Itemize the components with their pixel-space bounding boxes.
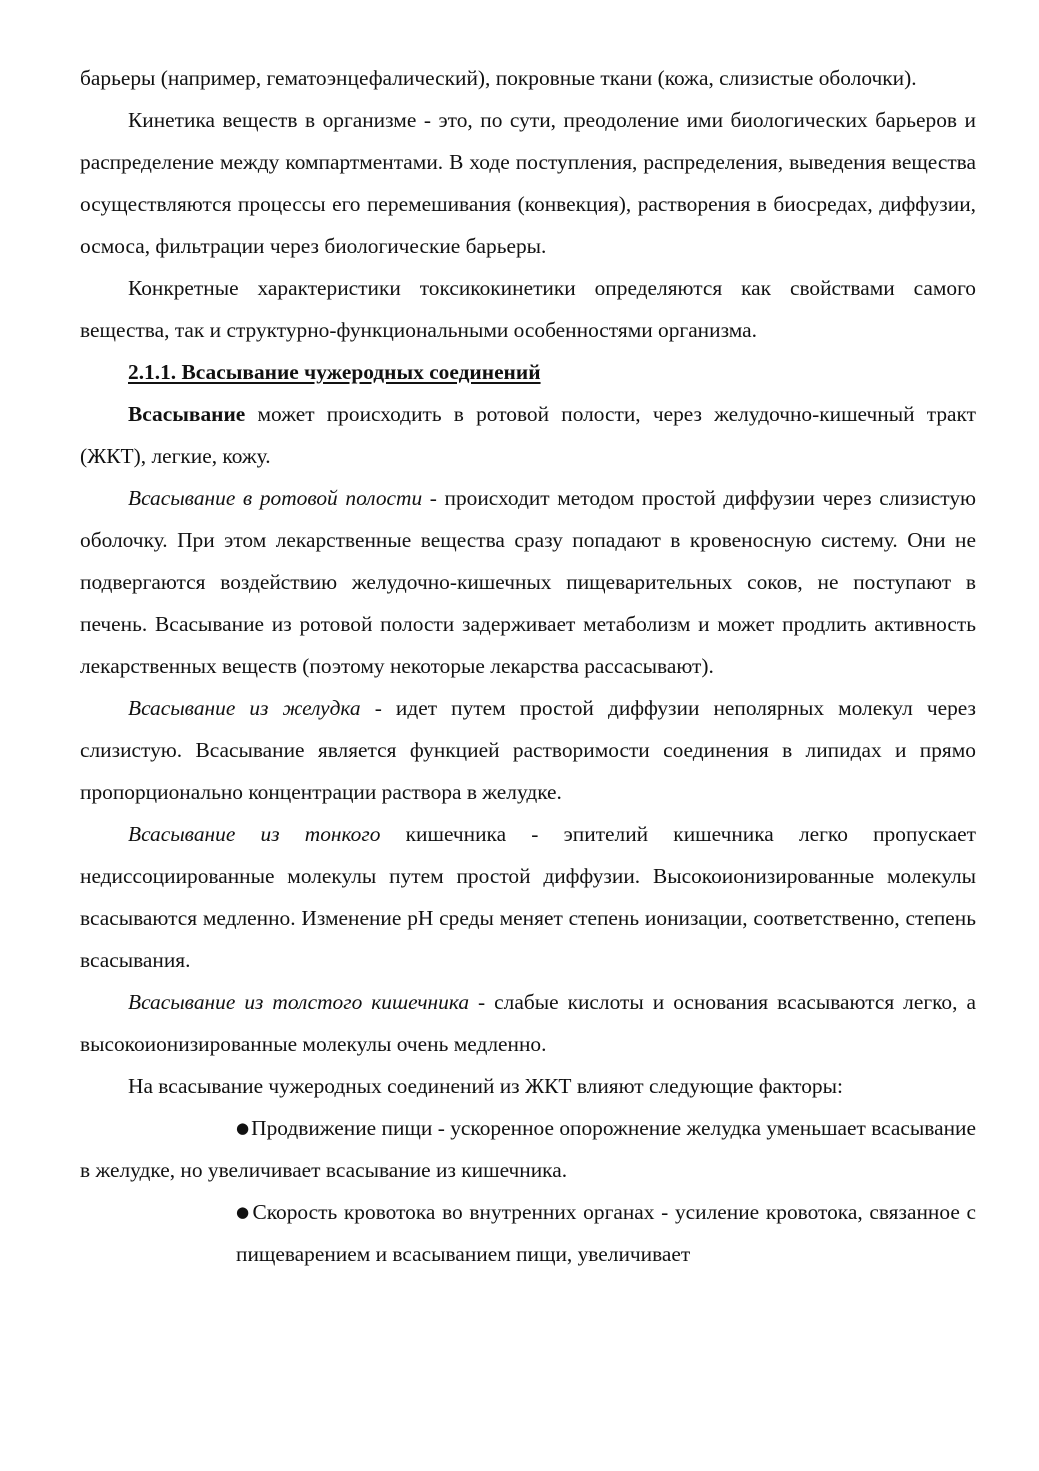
paragraph-barriers: барьеры (например, гематоэнцефалический), покровные ткани (кожа, слизистые оболочки). [80,66,917,90]
document-body [80,57,976,1275]
paragraph-large-intestine-absorption-text: - слабые кислоты и основания всасываются легко, а высокоионизированные молекулы очень медленно. [80,990,976,1056]
bullet-icon: ● [236,1203,251,1221]
paragraph-stomach-absorption [80,687,976,813]
term-small-intestine-absorption: Всасывание из тонкого [128,822,381,846]
section-heading: 2.1.1. Всасывание чужеродных соединений [128,360,541,384]
paragraph-absorption [80,393,976,477]
paragraph-factors-intro: На всасывание чужеродных соединений из ЖКТ влияют следующие факторы: [128,1074,843,1098]
paragraph-stomach-absorption-text: - идет путем простой диффузии неполярных молекул через слизистую. Всасывание является функцией растворимости соединения в липидах и прямо пропорционально концентрации раствора в желудке. [80,696,976,804]
list-item-blood-flow [236,1191,976,1275]
list-item-food-movement [80,1107,976,1191]
paragraph-large-intestine-absorption [80,981,976,1065]
term-stomach-absorption: Всасывание из желудка [128,696,361,720]
list-item-blood-flow-text: Скорость кровотока во внутренних органах - усиление кровотока, связанное с пищеварением и всасыванием пищи, увеличивает [236,1200,976,1266]
term-large-intestine-absorption: Всасывание из толстого кишечника [128,990,470,1014]
bullet-icon: ● [236,1119,250,1137]
paragraph-kinetics: Кинетика веществ в организме - это, по сути, преодоление ими биологических барьеров и распределение между компартментами. В ходе поступления, распределения, выведения вещества осуществляются процессы его перемешивания (конвекция), растворения в биосредах, диффузии, осмоса, фильтрации через биологические барьеры. [80,108,976,258]
paragraph-toxicokinetics: Конкретные характеристики токсикокинетики определяются как свойствами самого вещества, так и структурно-функциональными особенностями организма. [80,276,976,342]
paragraph-small-intestine-absorption-text: кишечника - эпителий кишечника легко пропускает недиссоциированные молекулы путем простой диффузии. Высокоионизированные молекулы всасываются медленно. Изменение pH среды меняет степень ионизации, соответственно, степень всасывания. [80,822,976,972]
paragraph-oral-absorption-text: - происходит методом простой диффузии через слизистую оболочку. При этом лекарственные вещества сразу попадают в кровеносную систему. Они не подвергаются воздействию желудочно-кишечных пищеварительных соков, не поступают в печень. Всасывание из ротовой полости задерживает метаболизм и может продлить активность лекарственных веществ (поэтому некоторые лекарства рассасывают). [80,486,976,678]
paragraph-absorption-text: может происходить в ротовой полости, через желудочно-кишечный тракт (ЖКТ), легкие, кожу. [80,402,976,468]
term-absorption: Всасывание [128,402,246,426]
paragraph-small-intestine-absorption [80,813,976,981]
term-oral-absorption: Всасывание в ротовой полости [128,486,423,510]
paragraph-oral-absorption [80,477,976,687]
list-item-food-movement-text: Продвижение пищи - ускоренное опорожнение желудка уменьшает всасывание в желудке, но увеличивает всасывание из кишечника. [80,1116,976,1182]
